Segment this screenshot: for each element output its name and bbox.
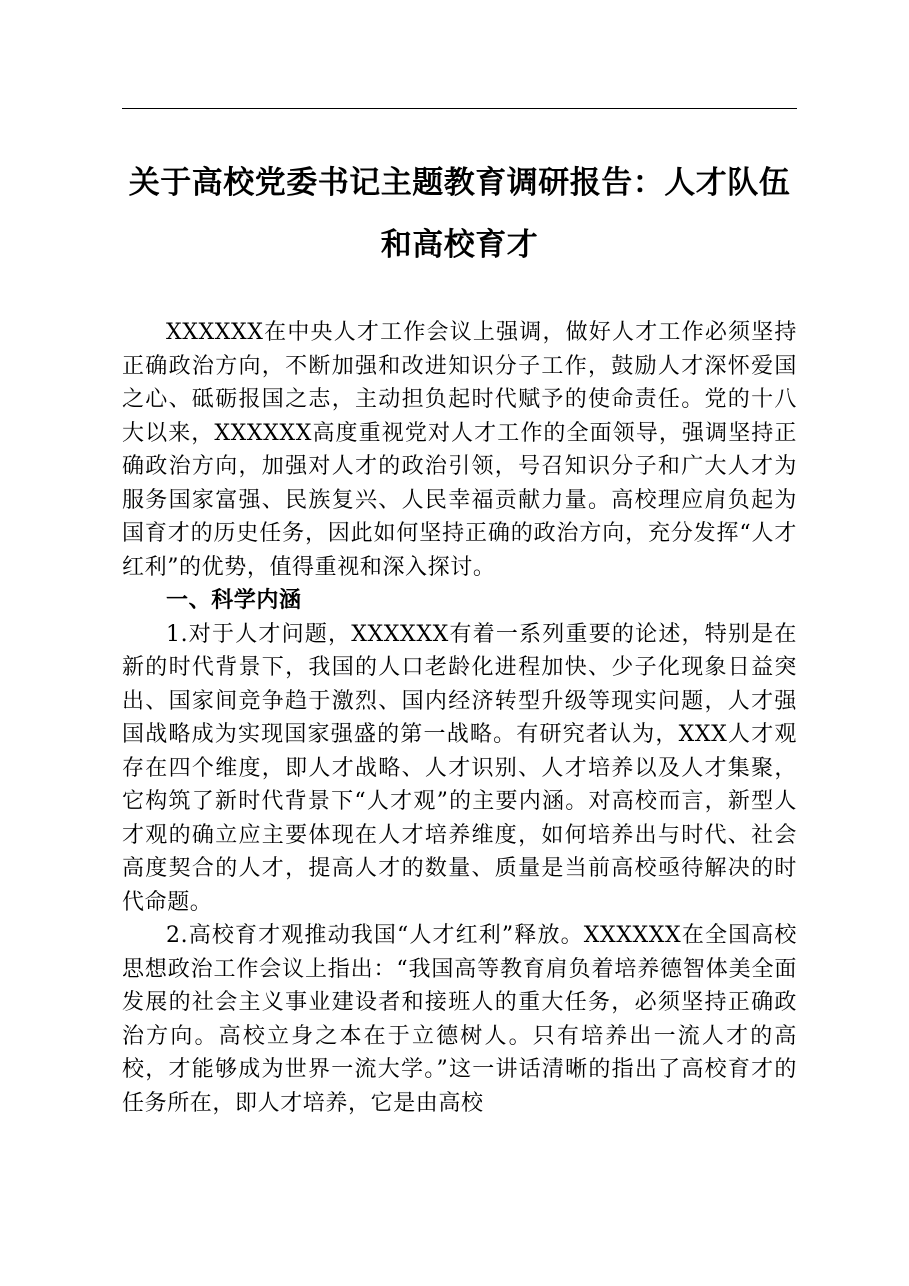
document-title: 关于高校党委书记主题教育调研报告：人才队伍和高校育才 (128, 165, 791, 263)
document-body (122, 316, 797, 1120)
section-paragraph-1: 1.对于人才问题，XXXXXX有着一系列重要的论述，特别是在新的时代背景下，我国的人口老龄化进程加快、少子化现象日益突出、国家间竞争趋于激烈、国内经济转型升级等现实问题，人才强国战略成为实现国家强盛的第一战略。有研究者认为，XXX人才观存在四个维度，即人才战略、人才识别、人才培养以及人才集聚，它构筑了新时代背景下“人才观”的主要内涵。对高校而言，新型人才观的确立应主要体现在人才培养维度，如何培养出与时代、社会高度契合的人才，提高人才的数量、质量是当前高校亟待解决的时代命题。 (122, 621, 797, 915)
section-paragraph-2: 2.高校育才观推动我国“人才红利”释放。XXXXXX在全国高校思想政治工作会议上指出：“我国高等教育肩负着培养德智体美全面发展的社会主义事业建设者和接班人的重大任务，必须坚持正确政治方向。高校立身之本在于立德树人。只有培养出一流人才的高校，才能够成为世界一流大学。”这一讲话清晰的指出了高校育才的任务所在，即人才培养，它是由高校 (122, 923, 797, 1116)
section-heading-scientific-connotation: 一、科学内涵 (166, 588, 302, 613)
header-rule (122, 108, 797, 109)
intro-paragraph: XXXXXX在中央人才工作会议上强调，做好人才工作必须坚持正确政治方向，不断加强和改进知识分子工作，鼓励人才深怀爱国之心、砥砺报国之志，主动担负起时代赋予的使命责任。党的十八大以来，XXXXXX高度重视党对人才工作的全面领导，强调坚持正确政治方向，加强对人才的政治引领，号召知识分子和广大人才为服务国家富强、民族复兴、人民幸福贡献力量。高校理应肩负起为国育才的历史任务，因此如何坚持正确的政治方向，充分发挥“人才红利”的优势，值得重视和深入探讨。 (122, 320, 797, 580)
